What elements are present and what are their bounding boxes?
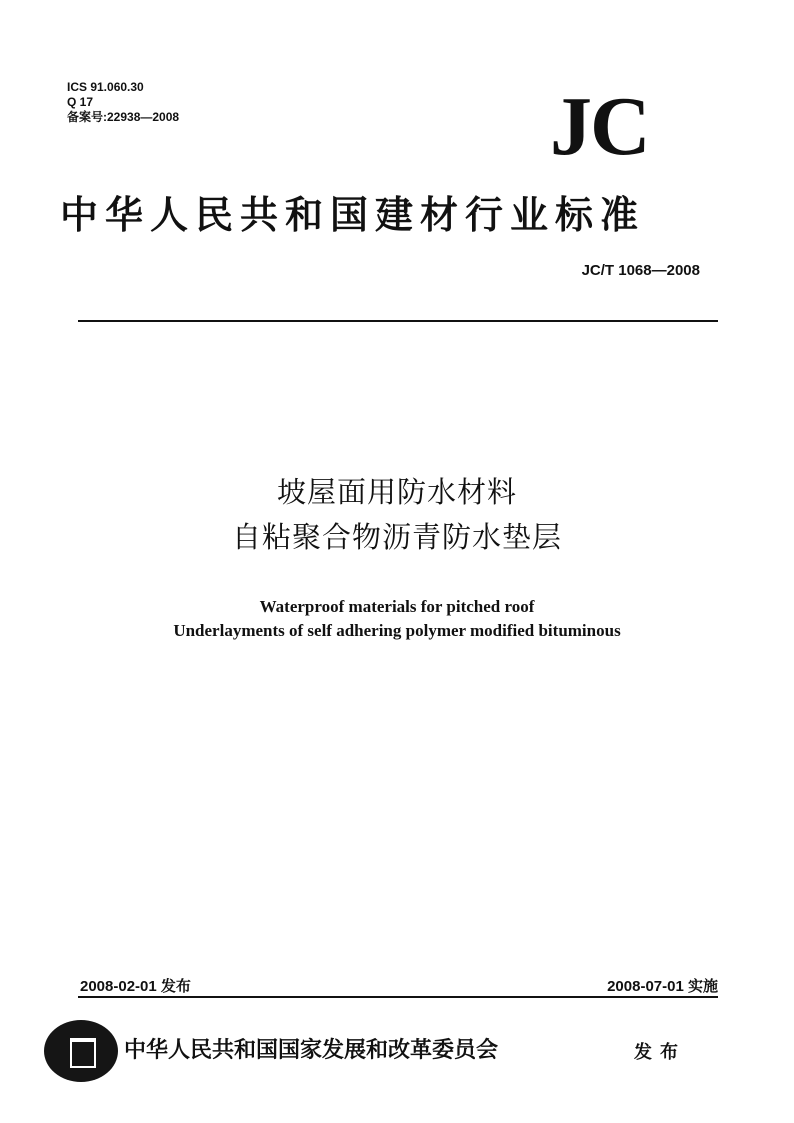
classification-block (67, 80, 179, 125)
issue-label: 发布 (634, 1042, 686, 1063)
standard-type-heading: 中华人民共和国建材行业标准 (60, 193, 646, 237)
seal-icon (44, 1020, 118, 1082)
title-cn-line-1: 坡屋面用防水材料 (276, 475, 517, 509)
filing-number: 备案号:22938—2008 (67, 110, 180, 124)
bottom-divider (78, 996, 718, 998)
top-divider (78, 320, 718, 322)
title-en-line-1: Waterproof materials for pitched roof (259, 597, 535, 616)
ics-code: ICS 91.060.30 (67, 80, 144, 94)
implementation-date: 2008-07-01 实施 (607, 978, 718, 995)
issue-date: 2008-02-01 发布 (80, 978, 191, 995)
ccs-code: Q 17 (67, 95, 94, 109)
jc-logo-mark: JC (550, 80, 649, 173)
title-cn-line-2: 自粘聚合物沥青防水垫层 (231, 520, 562, 554)
issuing-authority: 中华人民共和国国家发展和改革委员会 (124, 1038, 499, 1063)
title-en-line-2: Underlayments of self adhering polymer modified bituminous (173, 621, 621, 640)
standard-number: JC/T 1068—2008 (581, 262, 700, 279)
